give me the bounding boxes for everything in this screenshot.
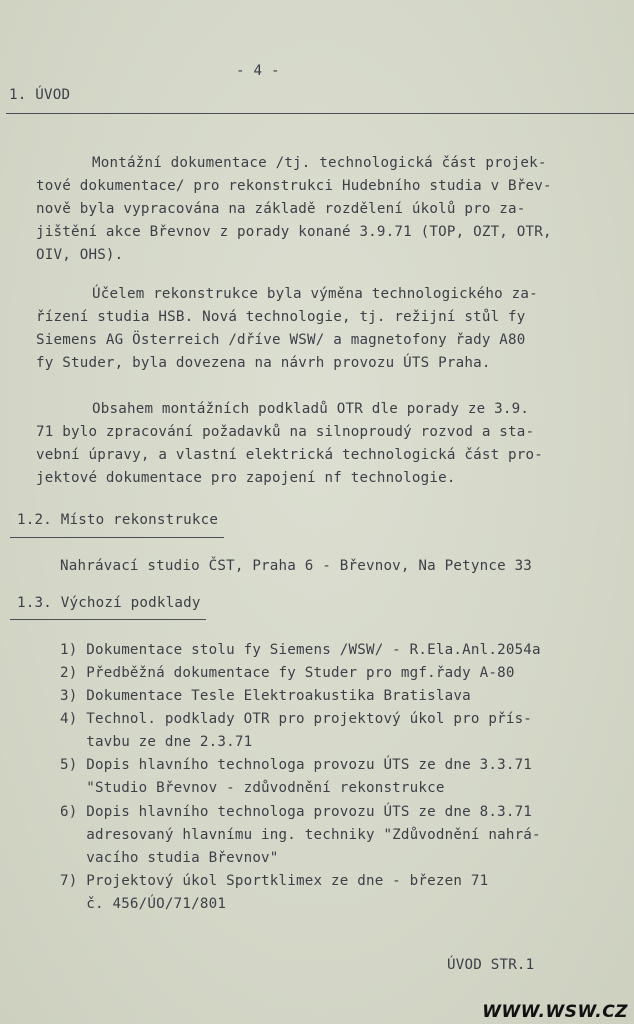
list-item: 3) Dokumentace Tesle Elektroakustika Bratislava [60,688,471,704]
location-line: Nahrávací studio ČST, Praha 6 - Břevnov, Na Petynce 33 [60,558,533,574]
list-item: 7) Projektový úkol Sportklimex ze dne - březen 71 [60,873,489,889]
paragraph-line: jektové dokumentace pro zapojení nf technologie. [36,470,456,486]
footer-page-ref: ÚVOD STR.1 [447,957,535,973]
list-item: 4) Technol. podklady OTR pro projektový úkol pro přís- [60,711,533,727]
paragraph-line: fy Studer, byla dovezena na návrh provozu ÚTS Praha. [36,355,491,371]
list-item: 2) Předběžná dokumentace fy Studer pro mgf.řady A-80 [60,665,515,681]
list-item: "Studio Břevnov - zdůvodnění rekonstrukce [60,780,445,796]
list-item: 6) Dopis hlavního technologa provozu ÚTS ze dne 8.3.71 [60,804,533,820]
list-item: vacího studia Břevnov" [60,850,279,866]
list-item: č. 456/ÚO/71/801 [60,896,227,912]
paragraph-line: řízení studia HSB. Nová technologie, tj. režijní stůl fy [36,309,526,325]
list-item: tavbu ze dne 2.3.71 [60,734,253,750]
list-item: adresovaný hlavnímu ing. techniky "Zdůvodnění nahrá- [60,827,541,843]
section-heading-misto: 1.2. Místo rekonstrukce [17,512,219,528]
paragraph-line: nově byla vypracována na základě rozdělení úkolů pro za- [36,201,526,217]
paragraph-line: Obsahem montážních podkladů OTR dle porady ze 3.9. [92,401,530,417]
list-item: 1) Dokumentace stolu fy Siemens /WSW/ - R.Ela.Anl.2054a [60,642,541,658]
paragraph-line: Účelem rekonstrukce byla výměna technologického za- [92,286,538,302]
list-item: 5) Dopis hlavního technologa provozu ÚTS ze dne 3.3.71 [60,757,533,773]
paragraph-line: vební úpravy, a vlastní elektrická technologická část pro- [36,447,544,463]
section-heading-podklady: 1.3. Výchozí podklady [17,595,201,611]
paragraph-line: tové dokumentace/ pro rekonstrukci Hudebního studia v Břev- [36,178,552,194]
section-heading-uvod: 1. ÚVOD [9,87,71,103]
paragraph-line: 71 bylo zpracování požadavků na silnoproudý rozvod a sta- [36,424,535,440]
section-underline [10,619,206,620]
paragraph-line: OIV, OHS). [36,247,124,263]
paragraph-line: jištění akce Břevnov z porady konané 3.9.71 (TOP, OZT, OTR, [36,224,552,240]
page-number: - 4 - [236,63,280,79]
paragraph-line: Montážní dokumentace /tj. technologická část projek- [92,155,547,171]
watermark-logo: WWW.WSW.CZ [482,1002,628,1022]
paragraph-line: Siemens AG Österreich /dříve WSW/ a magnetofony řady A80 [36,332,526,348]
section-underline [6,113,634,114]
section-underline [10,537,224,538]
